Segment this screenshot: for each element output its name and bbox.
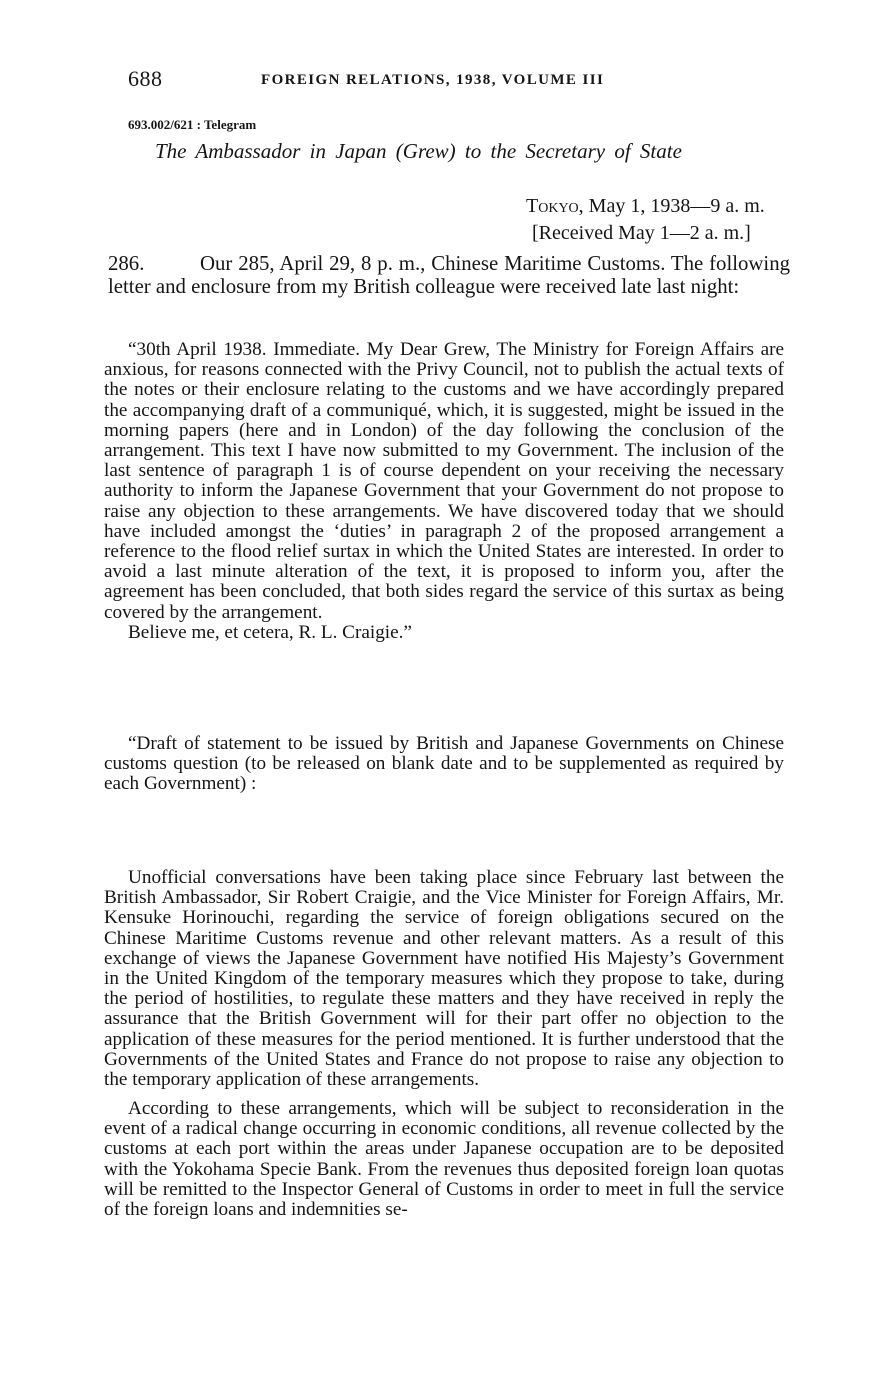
draft-paragraph-1: Unofficial conversations have been taking place since February last between the British Ambassador, Sir Robert Craigie, and the Vice Minister for Foreign Affairs, Mr. Kensuke Horinouchi, regarding the service of foreign obligations secured on the Chinese Maritime Customs revenue and other relevant matters. As a result of this exchange of views the Japanese Government have notified His Majesty’s Government in the United Kingdom of the temporary measures which they propose to take, during the period of hostilities, to regulate these matters and they have received in reply the assurance that the British Government will for their part offer no objection to the application of these measures for the period mentioned. It is further understood that the Governments of the United States and France do not propose to raise any objection to the temporary application of these arrangements. [104, 867, 784, 1091]
dateline-place: Tokyo [526, 195, 579, 217]
file-reference: 693.002/621 : Telegram [128, 117, 257, 132]
letter-signoff: Believe me, et cetera, R. L. Craigie.” [128, 621, 412, 643]
draft-heading-block [104, 734, 784, 795]
draft-paragraph-1-block [104, 868, 784, 1090]
dateline-date: , May 1, 1938—9 a. m. [578, 195, 765, 217]
draft-paragraph-2: According to these arrangements, which will be subject to reconsideration in the event of a radical change occurring in economic conditions, all revenue collected by the customs at each port within the areas under Japanese occupation are to be deposited with the Yokohama Specie Bank. From the revenues thus deposited foreign loan quotas will be remitted to the Inspector General of Customs in order to meet in full the service of the foreign loans and indemnities se- [104, 1098, 784, 1221]
dateline-received: [Received May 1—2 a. m.] [532, 222, 751, 244]
dateline-sent [526, 193, 765, 219]
running-header [128, 66, 764, 96]
telegram-number: 286. [108, 252, 145, 275]
running-title: FOREIGN RELATIONS, 1938, VOLUME III [261, 72, 605, 88]
draft-heading: “Draft of statement to be issued by British and Japanese Governments on Chinese customs question (to be released on blank date and to be supplemented as required by each Government) : [104, 733, 784, 795]
draft-paragraph-2-block [104, 1099, 784, 1220]
intro-paragraph [108, 253, 790, 299]
intro-paragraph-block [108, 253, 790, 299]
page-number: 688 [128, 66, 163, 91]
intro-text: Our 285, April 29, 8 p. m., Chinese Maritime Customs. The following letter and enclosure from my British colleague were received late last night: [108, 252, 790, 298]
letter-block [104, 340, 784, 643]
letter-paragraph: “30th April 1938. Immediate. My Dear Grew, The Ministry for Foreign Affairs are anxious, for reasons connected with the Privy Council, not to publish the actual texts of the notes or their enclosure relating to the customs and we have accordingly prepared the accompanying draft of a communiqué, which, it is suggested, might be issued in the morning papers (here and in London) of the day following the conclusion of the arrangement. This text I have now submitted to my Government. The inclusion of the last sentence of paragraph 1 is of course dependent on your receiving the necessary authority to inform the Japanese Government that your Government do not propose to raise any objection to these arrangements. We have discovered today that we should have included amongst the ‘duties’ in paragraph 2 of the proposed arrangement a reference to the flood relief surtax in which the United States are interested. In order to avoid a last minute alteration of the text, it is proposed to inform you, after the agreement has been concluded, that both sides regard the service of this surtax as being covered by the arrangement. [104, 339, 784, 623]
document-title: The Ambassador in Japan (Grew) to the Secretary of State [155, 139, 682, 163]
